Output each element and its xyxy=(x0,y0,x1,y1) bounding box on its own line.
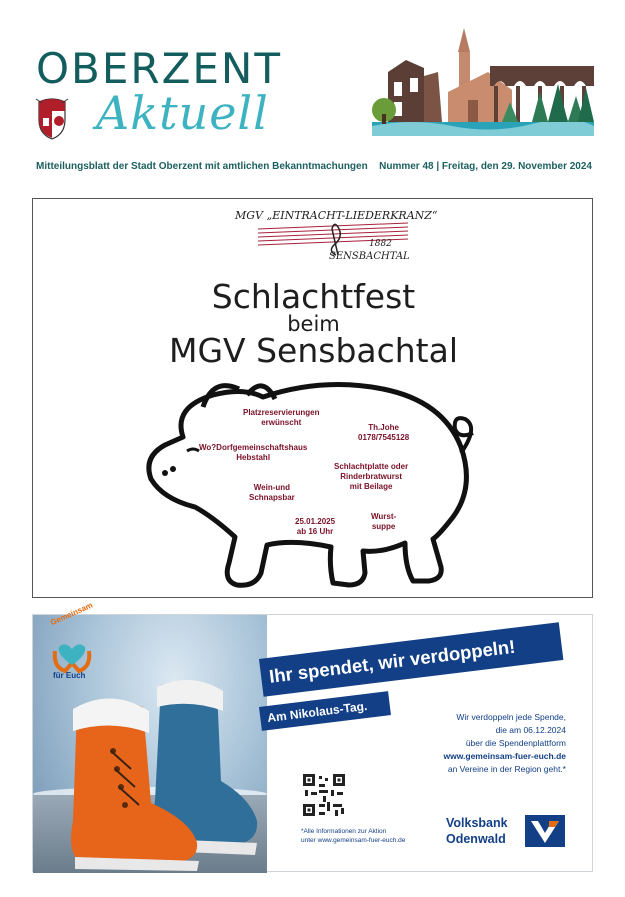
publication-subtitle: Mitteilungsblatt der Stadt Oberzent mit amtlichen Bekanntmachungen xyxy=(36,161,368,172)
campaign-headline: Ihr spendet, wir verdoppeln! xyxy=(259,622,563,697)
food-line1: Schlachtplatte oder xyxy=(334,462,409,471)
bar-line2: Schnapsbar xyxy=(249,493,295,502)
campaign-copy-line: die am 06.12.2024 xyxy=(495,725,566,735)
club-year: 1882 xyxy=(369,239,392,249)
event-advertisement xyxy=(32,198,593,598)
event-date: 25.01.2025 xyxy=(295,517,336,526)
bank-advertisement xyxy=(32,600,593,872)
soup-line2: suppe xyxy=(371,522,396,531)
volksbank-logo-icon xyxy=(525,815,565,847)
gemeinsam-logo-bottom-text: für Euch xyxy=(53,671,86,680)
contact-name: Th.Johe xyxy=(368,423,399,432)
campaign-footnote xyxy=(301,827,405,845)
campaign-copy-line: Wir verdoppeln jede Spende, xyxy=(456,712,566,722)
location-place: Hebstahl xyxy=(236,453,271,462)
contact-phone: 0178/7545128 xyxy=(358,433,410,442)
bank-name-line1: Volksbank xyxy=(446,816,508,830)
footnote-line: *Alle Informationen zur Aktion xyxy=(301,828,387,835)
event-host: MGV Sensbachtal xyxy=(168,331,459,370)
reservation-note-line1: Platzreservierungen xyxy=(243,408,320,417)
campaign-copy-line: an Vereine in der Region geht.* xyxy=(447,764,566,774)
club-name: MGV „EINTRACHT-LIEDERKRANZ“ xyxy=(235,209,438,222)
campaign-copy xyxy=(444,711,567,776)
bank-name-line2: Odenwald xyxy=(446,832,506,846)
reservation-note-line2: erwünscht xyxy=(261,418,302,427)
club-place: SENSBACHTAL xyxy=(329,251,410,262)
bank-name xyxy=(446,815,508,847)
masthead-script-title: Aktuell xyxy=(96,86,269,140)
qr-code-icon[interactable] xyxy=(301,772,347,818)
event-time: ab 16 Uhr xyxy=(296,527,334,536)
winter-boots-photo xyxy=(33,600,267,873)
masthead-title: OBERZENT xyxy=(36,44,282,93)
gemeinsam-logo-top-text: Gemeinsam xyxy=(49,600,95,628)
pig-outline-illustration xyxy=(143,367,483,592)
issue-info: Nummer 48 | Freitag, den 29. November 2024 xyxy=(379,161,592,172)
event-title: Schlachtfest xyxy=(211,277,416,316)
boots-illustration xyxy=(51,671,265,871)
footnote-line: unter www.gemeinsam-fuer-euch.de xyxy=(301,837,406,844)
campaign-copy-line: über die Spendenplattform xyxy=(465,738,566,748)
bar-line1: Wein-und xyxy=(253,483,291,492)
food-line3: mit Beilage xyxy=(349,482,393,491)
campaign-subheadline: Am Nikolaus-Tag. xyxy=(259,691,391,731)
soup-line1: Wurst- xyxy=(371,512,397,521)
location-label: Wo?Dorfgemeinschaftshaus xyxy=(199,443,308,452)
town-illustration xyxy=(372,26,594,136)
event-title-connector: beim xyxy=(287,312,340,336)
campaign-url[interactable]: www.gemeinsam-fuer-euch.de xyxy=(443,751,566,761)
coat-of-arms-icon xyxy=(33,96,71,140)
food-line2: Rinderbratwurst xyxy=(340,472,403,481)
